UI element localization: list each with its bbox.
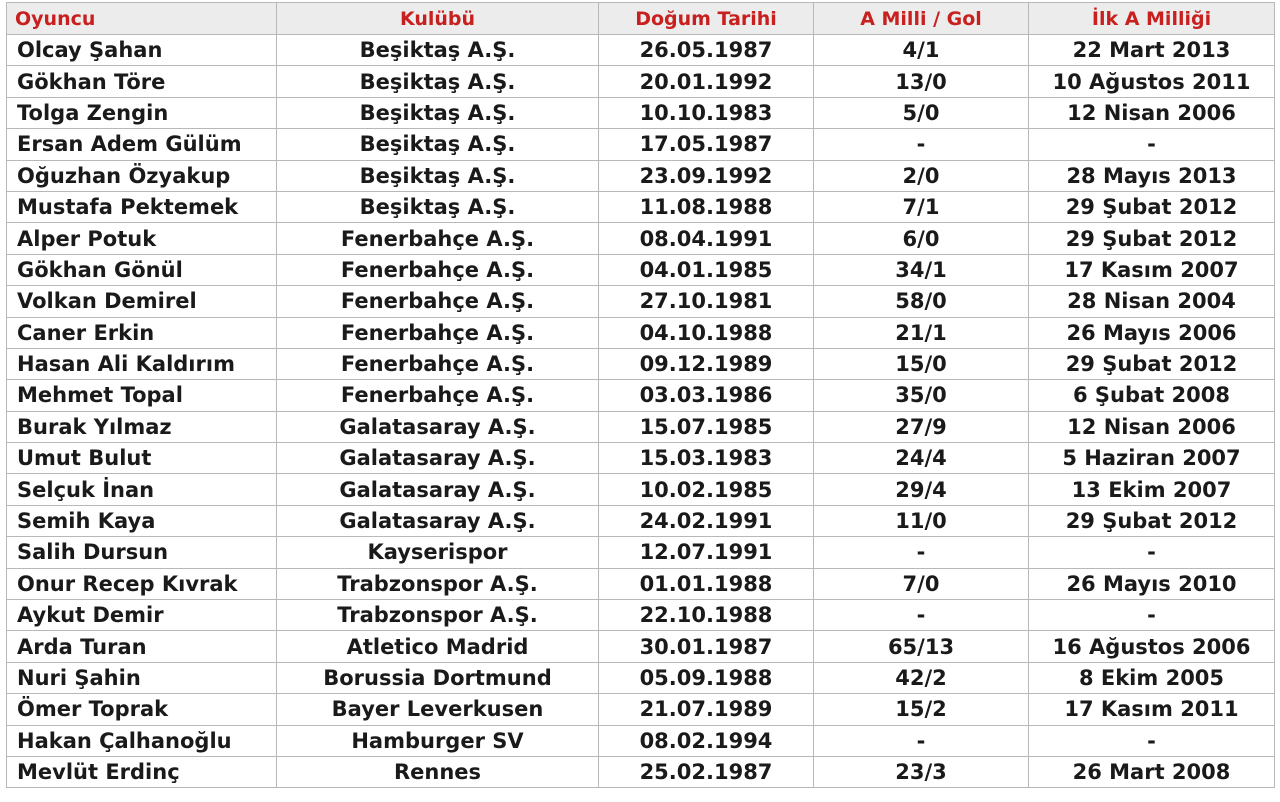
table-row (7, 600, 1275, 631)
caps-goals-cell: 23/3 (814, 756, 1029, 787)
caps-goals-cell: - (814, 537, 1029, 568)
first-cap-cell: 6 Şubat 2008 (1029, 380, 1275, 411)
birth-date-cell: 22.10.1988 (599, 600, 814, 631)
club-cell: Beşiktaş A.Ş. (277, 129, 599, 160)
caps-goals-cell: 27/9 (814, 411, 1029, 442)
first-cap-cell: 12 Nisan 2006 (1029, 97, 1275, 128)
caps-goals-cell: 65/13 (814, 631, 1029, 662)
player-name-cell: Nuri Şahin (7, 662, 277, 693)
club-cell: Beşiktaş A.Ş. (277, 191, 599, 222)
player-name-cell: Ömer Toprak (7, 694, 277, 725)
birth-date-cell: 26.05.1987 (599, 35, 814, 66)
table-row (7, 505, 1275, 536)
table-row (7, 97, 1275, 128)
roster-sheet (6, 2, 1274, 788)
player-name-cell: Gökhan Töre (7, 66, 277, 97)
first-cap-cell: 10 Ağustos 2011 (1029, 66, 1275, 97)
player-name-cell: Olcay Şahan (7, 35, 277, 66)
birth-date-cell: 25.02.1987 (599, 756, 814, 787)
club-cell: Rennes (277, 756, 599, 787)
club-cell: Borussia Dortmund (277, 662, 599, 693)
header-club: Kulübü (277, 3, 599, 35)
first-cap-cell: 26 Mayıs 2010 (1029, 568, 1275, 599)
club-cell: Beşiktaş A.Ş. (277, 66, 599, 97)
first-cap-cell: 28 Nisan 2004 (1029, 286, 1275, 317)
player-name-cell: Oğuzhan Özyakup (7, 160, 277, 191)
birth-date-cell: 21.07.1989 (599, 694, 814, 725)
table-row (7, 380, 1275, 411)
caps-goals-cell: 2/0 (814, 160, 1029, 191)
club-cell: Fenerbahçe A.Ş. (277, 380, 599, 411)
caps-goals-cell: 5/0 (814, 97, 1029, 128)
first-cap-cell: - (1029, 129, 1275, 160)
player-name-cell: Selçuk İnan (7, 474, 277, 505)
birth-date-cell: 03.03.1986 (599, 380, 814, 411)
caps-goals-cell: 11/0 (814, 505, 1029, 536)
first-cap-cell: 29 Şubat 2012 (1029, 191, 1275, 222)
player-name-cell: Umut Bulut (7, 443, 277, 474)
club-cell: Fenerbahçe A.Ş. (277, 223, 599, 254)
club-cell: Bayer Leverkusen (277, 694, 599, 725)
first-cap-cell: 22 Mart 2013 (1029, 35, 1275, 66)
birth-date-cell: 15.07.1985 (599, 411, 814, 442)
table-row (7, 129, 1275, 160)
player-name-cell: Burak Yılmaz (7, 411, 277, 442)
club-cell: Beşiktaş A.Ş. (277, 97, 599, 128)
birth-date-cell: 23.09.1992 (599, 160, 814, 191)
player-name-cell: Hasan Ali Kaldırım (7, 348, 277, 379)
player-name-cell: Salih Dursun (7, 537, 277, 568)
table-row (7, 725, 1275, 756)
player-name-cell: Arda Turan (7, 631, 277, 662)
caps-goals-cell: 7/0 (814, 568, 1029, 599)
birth-date-cell: 30.01.1987 (599, 631, 814, 662)
caps-goals-cell: 42/2 (814, 662, 1029, 693)
caps-goals-cell: - (814, 725, 1029, 756)
first-cap-cell: 17 Kasım 2007 (1029, 254, 1275, 285)
first-cap-cell: - (1029, 537, 1275, 568)
club-cell: Fenerbahçe A.Ş. (277, 254, 599, 285)
table-row (7, 286, 1275, 317)
birth-date-cell: 04.01.1985 (599, 254, 814, 285)
club-cell: Trabzonspor A.Ş. (277, 568, 599, 599)
birth-date-cell: 20.01.1992 (599, 66, 814, 97)
first-cap-cell: 26 Mayıs 2006 (1029, 317, 1275, 348)
caps-goals-cell: 13/0 (814, 66, 1029, 97)
first-cap-cell: - (1029, 725, 1275, 756)
table-row (7, 537, 1275, 568)
player-name-cell: Ersan Adem Gülüm (7, 129, 277, 160)
table-row (7, 662, 1275, 693)
caps-goals-cell: - (814, 600, 1029, 631)
first-cap-cell: - (1029, 600, 1275, 631)
table-row (7, 160, 1275, 191)
caps-goals-cell: 4/1 (814, 35, 1029, 66)
club-cell: Galatasaray A.Ş. (277, 443, 599, 474)
header-first-cap: İlk A Milliği (1029, 3, 1275, 35)
player-name-cell: Mehmet Topal (7, 380, 277, 411)
caps-goals-cell: 15/0 (814, 348, 1029, 379)
birth-date-cell: 01.01.1988 (599, 568, 814, 599)
table-row (7, 317, 1275, 348)
club-cell: Beşiktaş A.Ş. (277, 160, 599, 191)
player-name-cell: Hakan Çalhanoğlu (7, 725, 277, 756)
table-row (7, 474, 1275, 505)
first-cap-cell: 5 Haziran 2007 (1029, 443, 1275, 474)
header-caps-goals: A Milli / Gol (814, 3, 1029, 35)
table-row (7, 443, 1275, 474)
first-cap-cell: 12 Nisan 2006 (1029, 411, 1275, 442)
header-birth-date: Doğum Tarihi (599, 3, 814, 35)
birth-date-cell: 15.03.1983 (599, 443, 814, 474)
table-row (7, 348, 1275, 379)
birth-date-cell: 11.08.1988 (599, 191, 814, 222)
player-name-cell: Onur Recep Kıvrak (7, 568, 277, 599)
squad-table (6, 2, 1275, 788)
birth-date-cell: 12.07.1991 (599, 537, 814, 568)
player-name-cell: Gökhan Gönül (7, 254, 277, 285)
player-name-cell: Volkan Demirel (7, 286, 277, 317)
header-player: Oyuncu (7, 3, 277, 35)
club-cell: Fenerbahçe A.Ş. (277, 317, 599, 348)
birth-date-cell: 17.05.1987 (599, 129, 814, 160)
birth-date-cell: 08.02.1994 (599, 725, 814, 756)
player-name-cell: Tolga Zengin (7, 97, 277, 128)
first-cap-cell: 8 Ekim 2005 (1029, 662, 1275, 693)
player-name-cell: Caner Erkin (7, 317, 277, 348)
caps-goals-cell: 24/4 (814, 443, 1029, 474)
club-cell: Beşiktaş A.Ş. (277, 35, 599, 66)
table-header (7, 3, 1275, 35)
table-row (7, 254, 1275, 285)
caps-goals-cell: 21/1 (814, 317, 1029, 348)
player-name-cell: Aykut Demir (7, 600, 277, 631)
birth-date-cell: 10.02.1985 (599, 474, 814, 505)
player-name-cell: Semih Kaya (7, 505, 277, 536)
table-body (7, 35, 1275, 788)
birth-date-cell: 09.12.1989 (599, 348, 814, 379)
birth-date-cell: 05.09.1988 (599, 662, 814, 693)
caps-goals-cell: 29/4 (814, 474, 1029, 505)
first-cap-cell: 13 Ekim 2007 (1029, 474, 1275, 505)
player-name-cell: Mustafa Pektemek (7, 191, 277, 222)
table-row (7, 568, 1275, 599)
first-cap-cell: 29 Şubat 2012 (1029, 505, 1275, 536)
table-row (7, 191, 1275, 222)
caps-goals-cell: 35/0 (814, 380, 1029, 411)
club-cell: Galatasaray A.Ş. (277, 505, 599, 536)
first-cap-cell: 29 Şubat 2012 (1029, 348, 1275, 379)
club-cell: Hamburger SV (277, 725, 599, 756)
first-cap-cell: 28 Mayıs 2013 (1029, 160, 1275, 191)
club-cell: Galatasaray A.Ş. (277, 474, 599, 505)
first-cap-cell: 26 Mart 2008 (1029, 756, 1275, 787)
player-name-cell: Alper Potuk (7, 223, 277, 254)
first-cap-cell: 16 Ağustos 2006 (1029, 631, 1275, 662)
caps-goals-cell: 6/0 (814, 223, 1029, 254)
caps-goals-cell: - (814, 129, 1029, 160)
table-row (7, 411, 1275, 442)
first-cap-cell: 17 Kasım 2011 (1029, 694, 1275, 725)
header-row (7, 3, 1275, 35)
table-row (7, 756, 1275, 787)
caps-goals-cell: 34/1 (814, 254, 1029, 285)
table-row (7, 694, 1275, 725)
birth-date-cell: 10.10.1983 (599, 97, 814, 128)
player-name-cell: Mevlüt Erdinç (7, 756, 277, 787)
club-cell: Fenerbahçe A.Ş. (277, 348, 599, 379)
caps-goals-cell: 58/0 (814, 286, 1029, 317)
table-row (7, 35, 1275, 66)
first-cap-cell: 29 Şubat 2012 (1029, 223, 1275, 254)
club-cell: Atletico Madrid (277, 631, 599, 662)
club-cell: Trabzonspor A.Ş. (277, 600, 599, 631)
table-row (7, 631, 1275, 662)
club-cell: Kayserispor (277, 537, 599, 568)
club-cell: Fenerbahçe A.Ş. (277, 286, 599, 317)
club-cell: Galatasaray A.Ş. (277, 411, 599, 442)
table-row (7, 223, 1275, 254)
caps-goals-cell: 15/2 (814, 694, 1029, 725)
birth-date-cell: 24.02.1991 (599, 505, 814, 536)
caps-goals-cell: 7/1 (814, 191, 1029, 222)
birth-date-cell: 04.10.1988 (599, 317, 814, 348)
birth-date-cell: 08.04.1991 (599, 223, 814, 254)
table-row (7, 66, 1275, 97)
birth-date-cell: 27.10.1981 (599, 286, 814, 317)
